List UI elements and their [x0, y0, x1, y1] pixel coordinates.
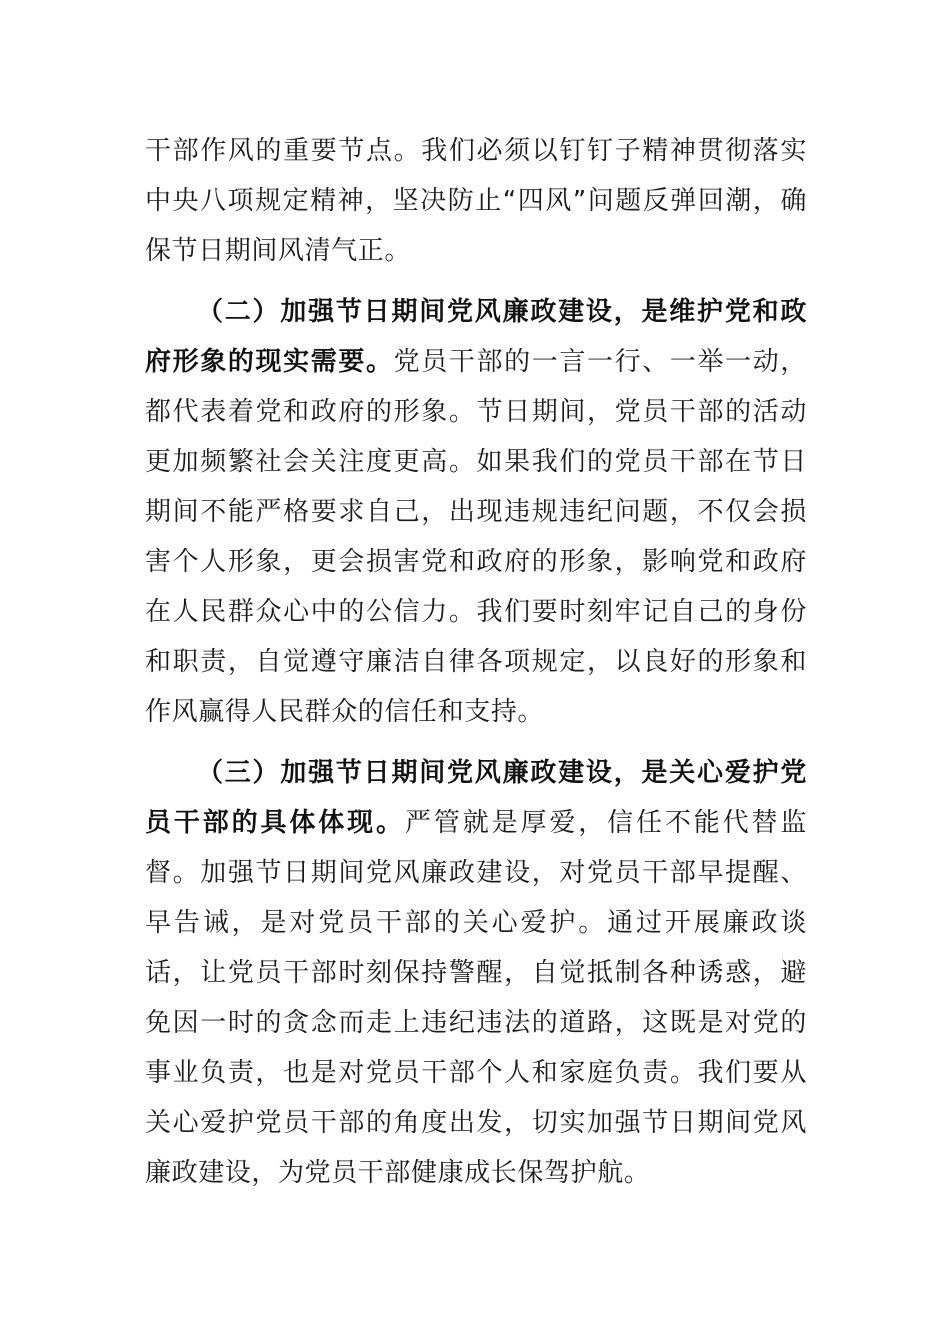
paragraph-text: 党员干部的一言一行、一举一动，都代表着党和政府的形象。节日期间，党员干部的活动更加频繁社会关注度更高。如果我们的党员干部在节日期间不能严格要求自己，出现违规违纪问题，不仅会损害个人形象，更会损害党和政府的形象，影响党和政府在人民群众心中的公信力。我们要时刻牢记自己的身份和职责，自觉遵守廉洁自律各项规定，以良好的形象和作风赢得人民群众的信任和支持。: [145, 347, 807, 727]
paragraph-continuation: [145, 126, 807, 276]
section-2-heading: （二）加强节日期间党风廉政建设，是维护党和政府形象的现实需要。: [145, 297, 807, 377]
paragraph-text: 干部作风的重要节点。我们必须以钉钉子精神贯彻落实中央八项规定精神，坚决防止“四风”问题反弹回潮，确保节日期间风清气正。: [145, 136, 807, 266]
paragraph-text: 严管就是厚爱，信任不能代替监督。加强节日期间党风廉政建设，对党员干部早提醒、早告诫，是对党员干部的关心爱护。通过开展廉政谈话，让党员干部时刻保持警醒，自觉抵制各种诱惑，避免因一时的贪念而走上违纪违法的道路，这既是对党的事业负责，也是对党员干部个人和家庭负责。我们要从关心爱护党员干部的角度出发，切实加强节日期间党风廉政建设，为党员干部健康成长保驾护航。: [145, 808, 807, 1188]
document-body: [145, 126, 807, 1198]
section-3-heading: （三）加强节日期间党风廉政建设，是关心爱护党员干部的具体体现。: [145, 758, 807, 838]
paragraph-section-2: [145, 287, 807, 737]
paragraph-section-3: [145, 748, 807, 1198]
